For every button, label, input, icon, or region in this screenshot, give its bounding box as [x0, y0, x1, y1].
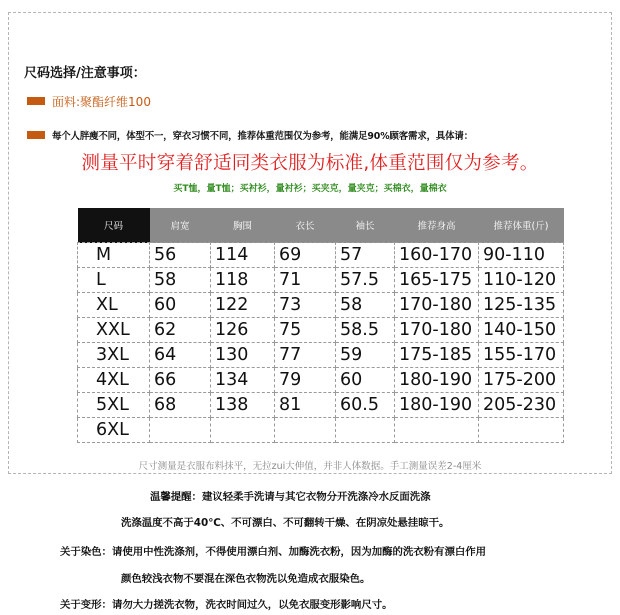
table-cell: 110-120 — [479, 268, 564, 293]
note-bullet — [27, 131, 45, 139]
table-cell: 62 — [150, 318, 211, 343]
table-row — [78, 343, 564, 368]
table-cell: 155-170 — [479, 343, 564, 368]
dye-note-continued: 颜色较浅衣物不要混在深色衣物洗以免造成衣服染色。 — [121, 573, 371, 585]
table-cell: 64 — [150, 343, 211, 368]
header-size: 尺码 — [78, 208, 150, 243]
table-cell: 66 — [150, 368, 211, 393]
table-cell: 118 — [211, 268, 275, 293]
table-cell: 57.5 — [336, 268, 395, 293]
table-cell — [211, 418, 275, 443]
table-cell: 126 — [211, 318, 275, 343]
table-cell: 60 — [336, 368, 395, 393]
header-chest: 胸围 — [211, 208, 275, 243]
table-cell: 73 — [275, 293, 336, 318]
page-heading: 尺码选择/注意事项： — [24, 66, 146, 81]
table-cell: 75 — [275, 318, 336, 343]
table-cell: 180-190 — [395, 393, 479, 418]
table-row — [78, 268, 564, 293]
table-cell: 130 — [211, 343, 275, 368]
care-reminder: 温馨提醒：建议轻柔手洗请与其它衣物分开洗涤冷水反面洗涤 — [150, 491, 431, 503]
material-bullet — [27, 97, 45, 105]
size-label-cell: L — [78, 268, 150, 293]
size-label-cell: 5XL — [78, 393, 150, 418]
size-label-cell: 6XL — [78, 418, 150, 443]
table-cell: 56 — [150, 243, 211, 268]
table-cell: 60 — [150, 293, 211, 318]
table-cell — [479, 418, 564, 443]
table-row — [78, 318, 564, 343]
size-chart-table — [77, 208, 564, 443]
header-shoulder: 肩宽 — [150, 208, 211, 243]
table-header-row — [78, 208, 564, 243]
table-cell: 175-185 — [395, 343, 479, 368]
table-cell: 58 — [150, 268, 211, 293]
header-length: 衣长 — [275, 208, 336, 243]
measurement-footnote: 尺寸测量是衣服布料抹平，无拉zui大伸值，并非人体数据。手工测量误差2-4厘米 — [138, 461, 482, 472]
table-cell: 57 — [336, 243, 395, 268]
dye-note: 关于染色：请使用中性洗涤剂，不得使用漂白剂、加酶洗衣粉，因为加酶的洗衣粉有漂白作用 — [60, 546, 487, 558]
wash-temperature-note: 洗涤温度不高于40℃、不可漂白、不可翻转干燥、在阴凉处悬挂晾干。 — [121, 517, 450, 529]
measurement-advice: 测量平时穿着舒适同类衣服为标准,体重范围仅为参考。 — [81, 153, 539, 174]
size-label-cell: XXL — [78, 318, 150, 343]
table-cell: 175-200 — [479, 368, 564, 393]
table-cell: 77 — [275, 343, 336, 368]
header-weight: 推荐体重(斤) — [479, 208, 564, 243]
table-cell: 69 — [275, 243, 336, 268]
size-label-cell: M — [78, 243, 150, 268]
table-row — [78, 393, 564, 418]
table-cell: 59 — [336, 343, 395, 368]
measure-same-type-note: 买T恤，量T恤；买衬衫，量衬衫；买夹克，量夹克；买棉衣，量棉衣 — [173, 184, 447, 194]
table-cell: 90-110 — [479, 243, 564, 268]
table-cell — [336, 418, 395, 443]
table-cell: 114 — [211, 243, 275, 268]
size-label-cell: 3XL — [78, 343, 150, 368]
table-cell: 60.5 — [336, 393, 395, 418]
table-cell: 134 — [211, 368, 275, 393]
table-cell: 79 — [275, 368, 336, 393]
table-cell: 138 — [211, 393, 275, 418]
table-cell: 160-170 — [395, 243, 479, 268]
table-cell — [275, 418, 336, 443]
table-row — [78, 243, 564, 268]
table-row — [78, 418, 564, 443]
table-cell: 58 — [336, 293, 395, 318]
deformation-note: 关于变形：请勿大力搓洗衣物，洗衣时间过久，以免衣服变形影响尺寸。 — [60, 599, 393, 611]
table-cell: 58.5 — [336, 318, 395, 343]
table-cell — [395, 418, 479, 443]
table-cell: 165-175 — [395, 268, 479, 293]
header-height: 推荐身高 — [395, 208, 479, 243]
table-row — [78, 293, 564, 318]
table-cell: 170-180 — [395, 293, 479, 318]
size-label-cell: XL — [78, 293, 150, 318]
table-cell: 125-135 — [479, 293, 564, 318]
table-cell: 205-230 — [479, 393, 564, 418]
material-text: 面料:聚酯纤维100 — [52, 95, 151, 109]
table-cell: 68 — [150, 393, 211, 418]
table-row — [78, 368, 564, 393]
table-cell: 140-150 — [479, 318, 564, 343]
table-cell: 180-190 — [395, 368, 479, 393]
table-cell: 122 — [211, 293, 275, 318]
header-sleeve: 袖长 — [336, 208, 395, 243]
table-cell — [150, 418, 211, 443]
table-cell: 71 — [275, 268, 336, 293]
table-cell: 81 — [275, 393, 336, 418]
size-label-cell: 4XL — [78, 368, 150, 393]
table-cell: 170-180 — [395, 318, 479, 343]
fit-note: 每个人胖瘦不同，体型不一，穿衣习惯不同，推荐体重范围仅为参考，能满足90%顾客需求，具体请： — [52, 131, 473, 142]
